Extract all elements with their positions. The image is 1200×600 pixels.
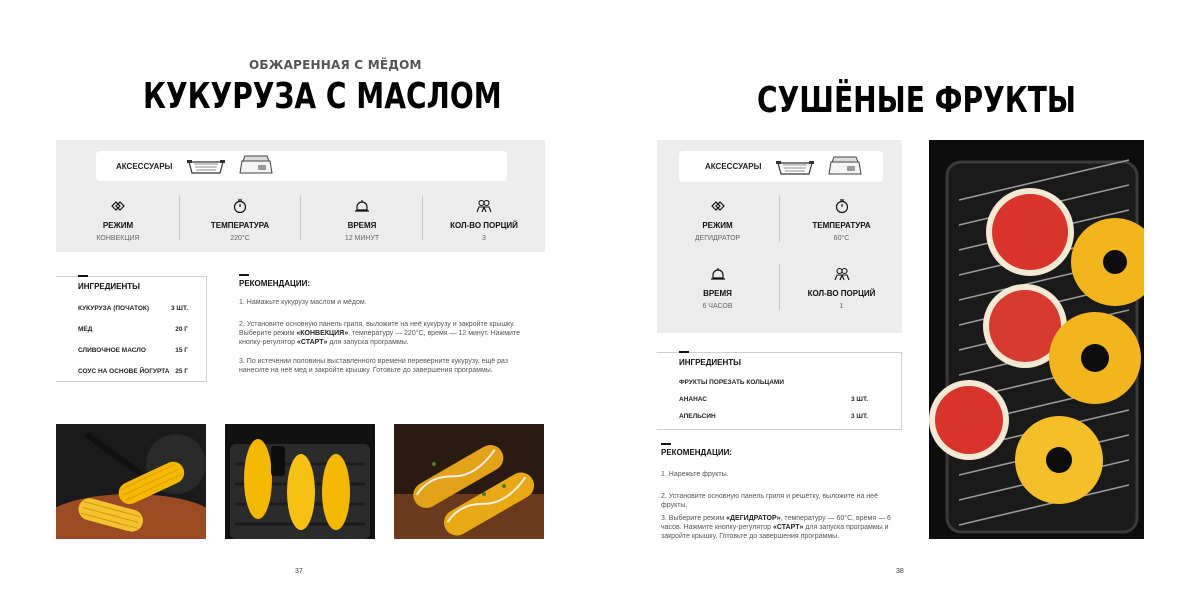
page-number: 38 [896, 568, 904, 575]
timer-icon [232, 198, 248, 214]
people-icon [834, 266, 850, 282]
ingredient-name: АНАНАС [679, 396, 708, 403]
recipe-subtitle: ОБЖАРЕННАЯ С МЁДОМ [249, 58, 422, 72]
grill-appliance-icon [825, 154, 865, 180]
heading-mark [679, 351, 689, 353]
ingredients-heading: ИНГРЕДИЕНТЫ [679, 358, 742, 367]
params-panel [56, 140, 545, 252]
grill-appliance-icon [236, 153, 276, 179]
recipe-title: СУШЁНЫЕ ФРУКТЫ [757, 80, 1076, 121]
ingredient-qty: 25 Г [175, 368, 188, 375]
photo-corn-on-grill [225, 424, 375, 539]
ingredient-name: АПЕЛЬСИН [679, 413, 716, 420]
recommendations-heading: РЕКОМЕНДАЦИИ: [661, 448, 733, 457]
accessories-box [679, 151, 883, 182]
divider [179, 196, 180, 240]
ingredient-name: СОУС НА ОСНОВЕ ЙОГУРТА [78, 368, 170, 375]
ingredient-qty: 3 ШТ. [171, 305, 188, 312]
ingredient-qty: 15 Г [175, 347, 188, 354]
param-portions: КОЛ-ВО ПОРЦИЙ 3 [432, 198, 536, 242]
param-time: ВРЕМЯ 12 МИНУТ [310, 198, 414, 242]
ingredients-box [56, 276, 207, 382]
right-page [600, 0, 1200, 600]
people-icon [476, 198, 492, 214]
params-panel [657, 140, 902, 333]
ingredients-heading: ИНГРЕДИЕНТЫ [78, 282, 141, 291]
param-time: ВРЕМЯ 6 ЧАСОВ [665, 266, 770, 310]
param-portions: КОЛ-ВО ПОРЦИЙ 1 [789, 266, 894, 310]
recipe-step: 1. Нарежьте фрукты. [661, 471, 729, 478]
ingredient-name: МЁД [78, 326, 93, 333]
grill-tray-icon [186, 153, 226, 179]
bell-icon [710, 266, 726, 282]
photo-brushing-corn [56, 424, 206, 539]
divider [300, 196, 301, 240]
divider [779, 264, 780, 310]
mode-icon [110, 198, 126, 214]
photo-corn-with-sauce [394, 424, 544, 539]
recipe-step: 3. Выберите режим «ДЕГИДРАТОР», температуру — 60°С, время — 6 часов. Нажмите кнопку-регулятор «СТАРТ» для запуска программы и закройте крышку. Готовьте до завершения программы. [661, 515, 891, 540]
heading-mark [661, 443, 671, 445]
bell-icon [354, 198, 370, 214]
ingredient-qty: 20 Г [175, 326, 188, 333]
mode-icon [710, 198, 726, 214]
timer-icon [834, 198, 850, 214]
param-temperature: ТЕМПЕРАТУРА 60°С [789, 198, 894, 242]
recipe-step: 2. Установите основную панель гриля, выложите на неё кукурузу и закройте крышку. Выберите режим «КОНВЕКЦИЯ», температуру — 220°С, время — 12 минут. Нажмите кнопку-регулятор «СТАРТ» для запуска программы. [239, 321, 520, 346]
grill-tray-icon [775, 154, 815, 180]
divider [422, 196, 423, 240]
recommendations-heading: РЕКОМЕНДАЦИИ: [239, 279, 311, 288]
ingredients-box [657, 352, 902, 430]
recipe-step: 3. По истечении половины выставленного времени переверните кукурузу, ещё раз нанесите на неё мед и закройте крышку. Готовьте до завершения программы. [239, 358, 509, 374]
ingredients-note: ФРУКТЫ ПОРЕЗАТЬ КОЛЬЦАМИ [679, 379, 785, 386]
recipe-title: КУКУРУЗА С МАСЛОМ [143, 76, 502, 117]
accessories-label: АКСЕССУАРЫ [705, 162, 762, 171]
divider [779, 196, 780, 242]
param-temperature: ТЕМПЕРАТУРА 220°С [188, 198, 292, 242]
heading-mark [78, 275, 88, 277]
recipe-step: 2. Установите основную панель гриля и решётку, выложите на неё фрукты. [661, 493, 878, 509]
ingredient-name: КУКУРУЗА (ПОЧАТОК) [78, 305, 150, 312]
accessories-label: АКСЕССУАРЫ [116, 161, 173, 171]
ingredient-name: СЛИВОЧНОЕ МАСЛО [78, 347, 146, 354]
param-mode: РЕЖИМ ДЕГИДРАТОР [665, 198, 770, 242]
photo-dried-fruits [929, 140, 1144, 539]
param-mode: РЕЖИМ КОНВЕКЦИЯ [66, 198, 170, 242]
heading-mark [239, 274, 249, 276]
accessories-box [96, 151, 507, 181]
ingredient-qty: 3 ШТ. [851, 396, 868, 403]
page-number: 37 [295, 568, 303, 575]
recipe-step: 1. Намажьте кукурузу маслом и мёдом. [239, 299, 367, 306]
ingredient-qty: 3 ШТ. [851, 413, 868, 420]
